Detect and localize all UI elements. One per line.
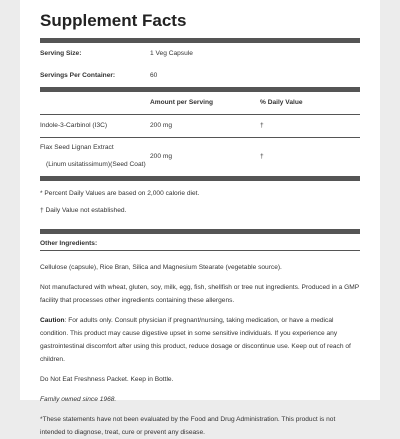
- amount-column-header: Amount per Serving: [150, 99, 214, 106]
- serving-size-value: 1 Veg Capsule: [150, 50, 193, 57]
- nutrient-name-line1: Flax Seed Lignan Extract: [40, 144, 114, 151]
- servings-per-container-label: Servings Per Container:: [40, 72, 116, 79]
- nutrient-name-line2: (Linum usitatissimum)(Seed Coat): [46, 161, 146, 168]
- column-header-row: [40, 92, 360, 114]
- nutrient-daily-value: †: [260, 122, 264, 129]
- serving-size-row: [40, 43, 360, 65]
- nutrient-row: [40, 115, 360, 137]
- percent-footnote: * Percent Daily Values are based on 2,000 calorie diet.: [40, 190, 200, 197]
- caution-statement: [40, 314, 360, 366]
- nutrient-name: Indole-3-Carbinol (I3C): [40, 122, 108, 129]
- servings-per-container-value: 60: [150, 72, 158, 79]
- freshness-statement: Do Not Eat Freshness Packet. Keep in Bottle.: [40, 376, 174, 383]
- nutrient-amount: 200 mg: [150, 122, 172, 129]
- caution-label: Caution: [40, 317, 65, 324]
- panel-title: Supplement Facts: [40, 11, 187, 30]
- nutrient-amount: 200 mg: [150, 153, 172, 160]
- supplement-facts-panel: [20, 0, 380, 436]
- ingredients-list: Cellulose (capsule), Rice Bran, Silica and Magnesium Stearate (vegetable source).: [40, 264, 282, 271]
- footnotes: [40, 181, 360, 229]
- caution-text: : For adults only. Consult physician if pregnant/nursing, taking medication, or have a medical condition. This product may cause digestive upset in some sensitive individuals. If you experience any gastrointestinal discomfort after using this product, reduce dosage or discontinue use. Keep out of reach of children.: [40, 317, 351, 363]
- dagger-footnote: † Daily Value not established.: [40, 207, 127, 214]
- divider: [40, 250, 360, 251]
- servings-per-container-row: [40, 65, 360, 87]
- nutrient-row: [40, 138, 360, 176]
- serving-size-label: Serving Size:: [40, 50, 82, 57]
- manufacturing-statement: Not manufactured with wheat, gluten, soy, milk, egg, fish, shellfish or tree nut ingredients. Produced in a GMP facility that processes other ingredients containing these allergens.: [40, 284, 359, 304]
- other-ingredients-heading: Other Ingredients:: [40, 240, 98, 247]
- daily-value-column-header: % Daily Value: [260, 99, 303, 106]
- fda-disclaimer: *These statements have not been evaluated by the Food and Drug Administration. This product is not intended to diagnose, treat, cure or prevent any disease.: [40, 416, 336, 436]
- family-statement: Family owned since 1968.: [40, 396, 117, 403]
- nutrient-daily-value: †: [260, 153, 264, 160]
